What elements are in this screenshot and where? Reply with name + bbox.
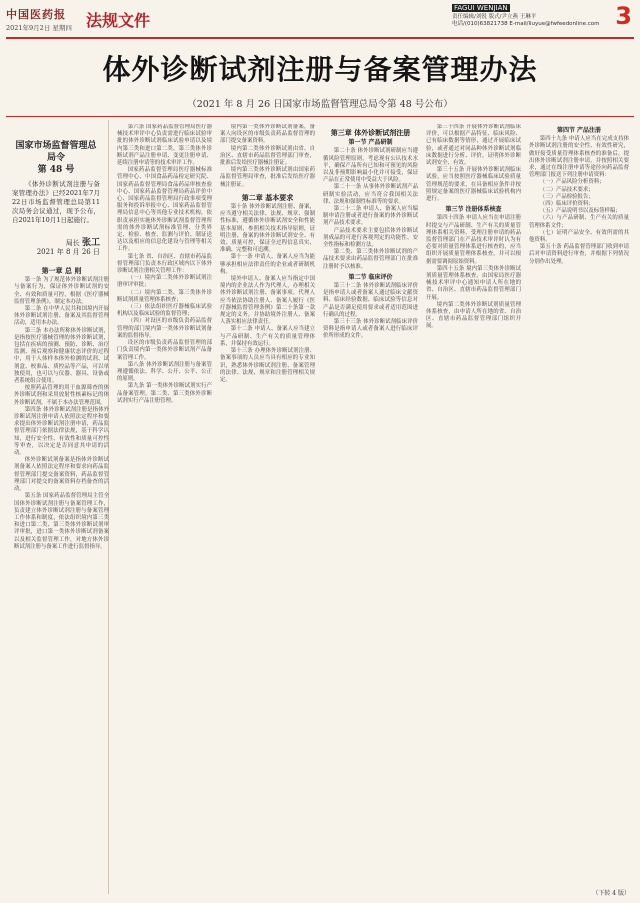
paragraph: 按照药品管理的用于血源筛查的体外诊断试剂和采用放射性核素标记的体外诊断试剂，不属于本办法管理范围。: [14, 385, 109, 406]
column-2: [117, 124, 212, 894]
paragraph: 第十二条 申请人、备案人应当建立与产品研制、生产有关的质量管理体系，并保持有效运行。: [220, 326, 315, 347]
paragraph: 境外申请人、备案人应当指定中国境内的企业法人作为代理人，办理相关体外诊断试剂注册、备案事项。代理人应当依法协助注册人、备案人履行《医疗器械监督管理条例》第二十条第一款规定的义务，并协助境外注册人、备案人落实相应法律责任。: [220, 276, 315, 326]
paragraph: 产品技术要求主要包括体外诊断试剂成品的可进行客观判定的功能性、安全性指标和检测方法。: [323, 227, 418, 249]
paragraph: 第三十二条 体外诊断试剂临床评价是指申请人或者备案人通过临床文献资料、临床经验数据、临床试验等信息对产品是否满足使用要求或者适用范围进行确认的过程。: [323, 283, 418, 318]
paragraph: 第三条 本办法所称体外诊断试剂，是指按医疗器械管理的体外诊断试剂，包括在疾病的预测、预防、诊断、治疗监测、预后观察和健康状态评价的过程中，用于人体样本体外检测的试剂、试剂盒、校准品、质控品等产品，可以单独使用，也可以与仪器、器具、设备或者系统组合使用。: [14, 327, 109, 385]
chapter-heading: 第一章 总 则: [41, 266, 82, 275]
masthead: [0, 0, 640, 40]
decree-date: 2021 年 8 月 26 日: [36, 248, 100, 256]
paragraph: 第十一条 申请人、备案人应当为能够承担相应法律责任的企业或者研制机构。: [220, 254, 315, 275]
list-item: （三）产品检验报告；: [539, 193, 594, 200]
section-heading: 第一节 产品研制: [348, 139, 393, 147]
list-item: （一）产品风险分析资料；: [539, 179, 605, 186]
section-brand-en: FAGUI WENJIAN: [454, 4, 508, 12]
column-6: [529, 124, 629, 894]
chapter-heading: 第三章 体外诊断试剂注册: [330, 128, 411, 137]
paragraph: 第二十二条 申请人、备案人应当编制申请注册或者进行备案的体外诊断试剂产品技术要求。: [323, 206, 418, 227]
column-3: [220, 124, 315, 894]
paragraph: 国家药品监督管理局医疗器械标准管理中心、中国食品药品检定研究院、国家药品监督管理局食品药品审核查验中心、国家药品监督管理局药品评价中心、国家药品监督管理局行政事项受理服务和投诉举报中心、国家药品监督管理局信息中心等其他专业技术机构，依职责承担实施体外诊断试剂监督管理所需的体外诊断试剂标准管理、分类界定、检验、核查、监测与评价、制证送达以及相应的信息化建设与管理等相关工作。: [117, 167, 212, 253]
column-5: [426, 124, 521, 894]
dateline: 2021年9月2日 星期四: [6, 24, 72, 32]
column-4: [323, 124, 418, 894]
list-item: （六）与产品研制、生产有关的质量管理体系文件；: [529, 215, 629, 229]
paragraph: （一）境内第二类体外诊断试剂注册审评审批；: [117, 275, 212, 289]
article-body: [14, 124, 632, 894]
paragraph: 第六条 国家药品监督管理局医疗器械技术审评中心负责需进行临床试验审批的体外诊断试剂临床试验申请以及境内第三类和进口第二类、第三类体外诊断试剂产品注册申请、变更注册申请、延续注册申请等的技术审评工作。: [117, 124, 212, 167]
decree-title: 国家市场监督管理总局令: [15, 141, 97, 163]
paragraph: 境内第二类体外诊断试剂由省、自治区、直辖市药品监督管理部门审查，批准后发给医疗器械注册证。: [220, 145, 315, 167]
decree-number: 第 48 号: [37, 165, 75, 175]
paragraph: 第三十四条 开展体外诊断试剂临床评价，可以根据产品特征、临床风险、已有临床数据等情形，通过开展临床试验，或者通过对同品种体外诊断试剂临床数据进行分析、评价，证明体外诊断试剂安全、有效。: [426, 124, 521, 167]
signer-name: 张工: [81, 238, 100, 248]
paragraph: 体外诊断试剂备案是指体外诊断试剂备案人依照法定程序和要求向药品监督管理部门提交备案资料，药品监督管理部门对提交的备案资料存档备查的活动。: [14, 457, 109, 493]
paragraph: 境内第一类体外诊断试剂备案，备案人向设区的市级负责药品监督管理的部门提交备案资料。: [220, 124, 315, 145]
paragraph: 第五十条 药品监督管理部门收到申请后对申请资料进行审查，并根据下列情况分别作出处理。: [529, 244, 629, 265]
paragraph: 第四条 体外诊断试剂注册是指体外诊断试剂注册申请人依照法定程序和要求提出体外诊断试剂注册申请，药品监督管理部门依据法律法规，基于科学认知，进行安全性、有效性和质量可控性等审查，以决定是否同意其申请的活动。: [14, 406, 109, 457]
list-item: （四）临床评价资料；: [539, 201, 594, 208]
continued-note: （下转 4 版）: [592, 890, 630, 897]
section-title: 法规文件: [86, 11, 151, 30]
paragraph: 第三十三条 体外诊断试剂临床评价资料是指申请人或者备案人进行临床评价所形成的文件。: [323, 319, 418, 340]
paragraph: （二）境内第二类、第三类体外诊断试剂质量管理体系核查；: [117, 289, 212, 303]
paragraph: 境内第二类体外诊断试剂质量管理体系核查，由申请人所在地的省、自治区、直辖市药品监督管理部门组织开展。: [426, 301, 521, 330]
paragraph: 第九条 第一类体外诊断试剂实行产品备案管理。第二类、第三类体外诊断试剂实行产品注册管理。: [117, 383, 212, 404]
paragraph: 第四十四条 申请人应当在申请注册时提交与产品研制、生产有关的质量管理体系相关资料，受理注册申请的药品监督管理部门在产品技术审评时认为有必要对质量管理体系进行核查的，应当组织开展质量管理体系核查，并可以根据需要调阅原始资料。: [426, 215, 521, 265]
column-1: [14, 262, 109, 894]
paragraph: 第七条 省、自治区、直辖市药品监督管理部门负责本行政区域内以下体外诊断试剂注册相关管理工作：: [117, 253, 212, 275]
newspaper-logo: 中国医药报: [6, 8, 66, 21]
list-item: （五）产品说明书以及标签样稿；: [539, 208, 621, 215]
paragraph: 第十三条 办理体外诊断试剂注册、备案事项的人员应当具有相应的专业知识，熟悉体外诊断试剂注册、备案管理的法律、法规、规章和注册管理相关规定。: [220, 348, 315, 383]
paragraph: 第四十九条 申请人应当在完成支持体外诊断试剂注册的安全性、有效性研究，做好接受质量管理体系核查的准备后，提出体外诊断试剂注册申请，并按照相关要求，通过在线注册申请等途径向药品监督管理部门报送下列注册申请资料：: [529, 136, 629, 179]
paragraph: 设区的市级负责药品监督管理的部门负责境内第一类体外诊断试剂产品备案管理工作。: [117, 340, 212, 361]
list-item: （七）证明产品安全、有效所需的其他资料。: [529, 229, 629, 244]
paragraph: 第四十五条 境内第三类体外诊断试剂质量管理体系核查，由国家局医疗器械技术审评中心通知申请人所在地的省、自治区、直辖市药品监督管理部门开展。: [426, 265, 521, 301]
page-number: 3: [615, 2, 632, 30]
signer-title: 局长: [65, 239, 80, 247]
editor-credits: 责任编辑/刘锐 版式/尹立燕 王琳平 电话/(010)63821738 E-mail/liuyue@fwfeedonline.com: [452, 14, 600, 27]
headline-rule: [6, 116, 634, 117]
section-heading: 第四节 产品注册: [556, 127, 602, 134]
article-headline: 体外诊断试剂注册与备案管理办法: [102, 53, 538, 86]
section-heading: 第三节 注册体系核查: [445, 206, 502, 214]
paragraph: 第二十一条 从事体外诊断试剂产品研制实验活动，应当符合我国相关法律、法规和强制性标准等的要求。: [323, 184, 418, 205]
paragraph: 第三十五条 开展体外诊断试剂临床试验，应当按照医疗器械临床试验质量管理规范的要求，在具备相应条件并按照规定备案的医疗器械临床试验机构内进行。: [426, 167, 521, 203]
paragraph: 第八条 体外诊断试剂注册与备案管理遵循依法、科学、公开、公平、公正的原则。: [117, 361, 212, 383]
article-subhead: （2021 年 8 月 26 日国家市场监督管理总局令第 48 号公布）: [187, 99, 453, 110]
paragraph: 第二十条 体外诊断试剂研制应当遵循风险管理原则，考虑现有公认技术水平，确保产品所有已知和可预见的风险以及非预期影响最小化并可接受，保证产品在正常使用中受益大于风险。: [323, 148, 418, 184]
paragraph: （三）依法组织医疗器械临床试验机构以及临床试验的监督管理；: [117, 304, 212, 318]
header-rule: [6, 37, 634, 39]
chapter-heading: 第二章 基本要求: [241, 192, 294, 202]
decree-body: 《体外诊断试剂注册与备案管理办法》已经2021年7月22日市场监督管理总局第11次局务会议通过，现予公布，自2021年10月1日起施行。: [12, 180, 100, 224]
paragraph: 第一条 为了规范体外诊断试剂注册与备案行为，保证体外诊断试剂的安全、有效和质量可控，根据《医疗器械监督管理条例》，制定本办法。: [14, 277, 109, 305]
paragraph: 第二类、第三类体外诊断试剂的产品技术要求由药品监督管理部门在批准注册时予以核准。: [323, 249, 418, 270]
paragraph: 第十条 体外诊断试剂注册、备案，应当遵守相关法律、法规、规章、强制性标准，遵循体外诊断试剂安全和性能基本原则，参照相关技术指导原则，证明注册、备案的体外诊断试剂安全、有效、质量可控，保证全过程信息真实、准确、完整和可追溯。: [220, 204, 315, 254]
list-item: （二）产品技术要求；: [539, 186, 594, 193]
section-heading: 第二节 临床评价: [348, 273, 393, 281]
paragraph: 第二条 在中华人民共和国境内开展体外诊断试剂注册、备案及其监督管理活动，适用本办法。: [14, 306, 109, 327]
paragraph: 第五条 国家药品监督管理局主管全国体外诊断试剂注册与备案管理工作，负责建立体外诊断试剂注册与备案管理工作体系和制度，依法组织境内第三类和进口第二类、第三类体外诊断试剂审评审批，进口第一类体外诊断试剂备案以及相关监督管理工作，对地方体外诊断试剂注册与备案工作进行监督指导。: [14, 493, 109, 550]
paragraph: 境内第三类体外诊断试剂由国家药品监督管理局审查，批准后发给医疗器械注册证。: [220, 167, 315, 188]
paragraph: （四）对设区的市级负责药品监督管理的部门境内第一类体外诊断试剂备案的监督指导。: [117, 318, 212, 339]
